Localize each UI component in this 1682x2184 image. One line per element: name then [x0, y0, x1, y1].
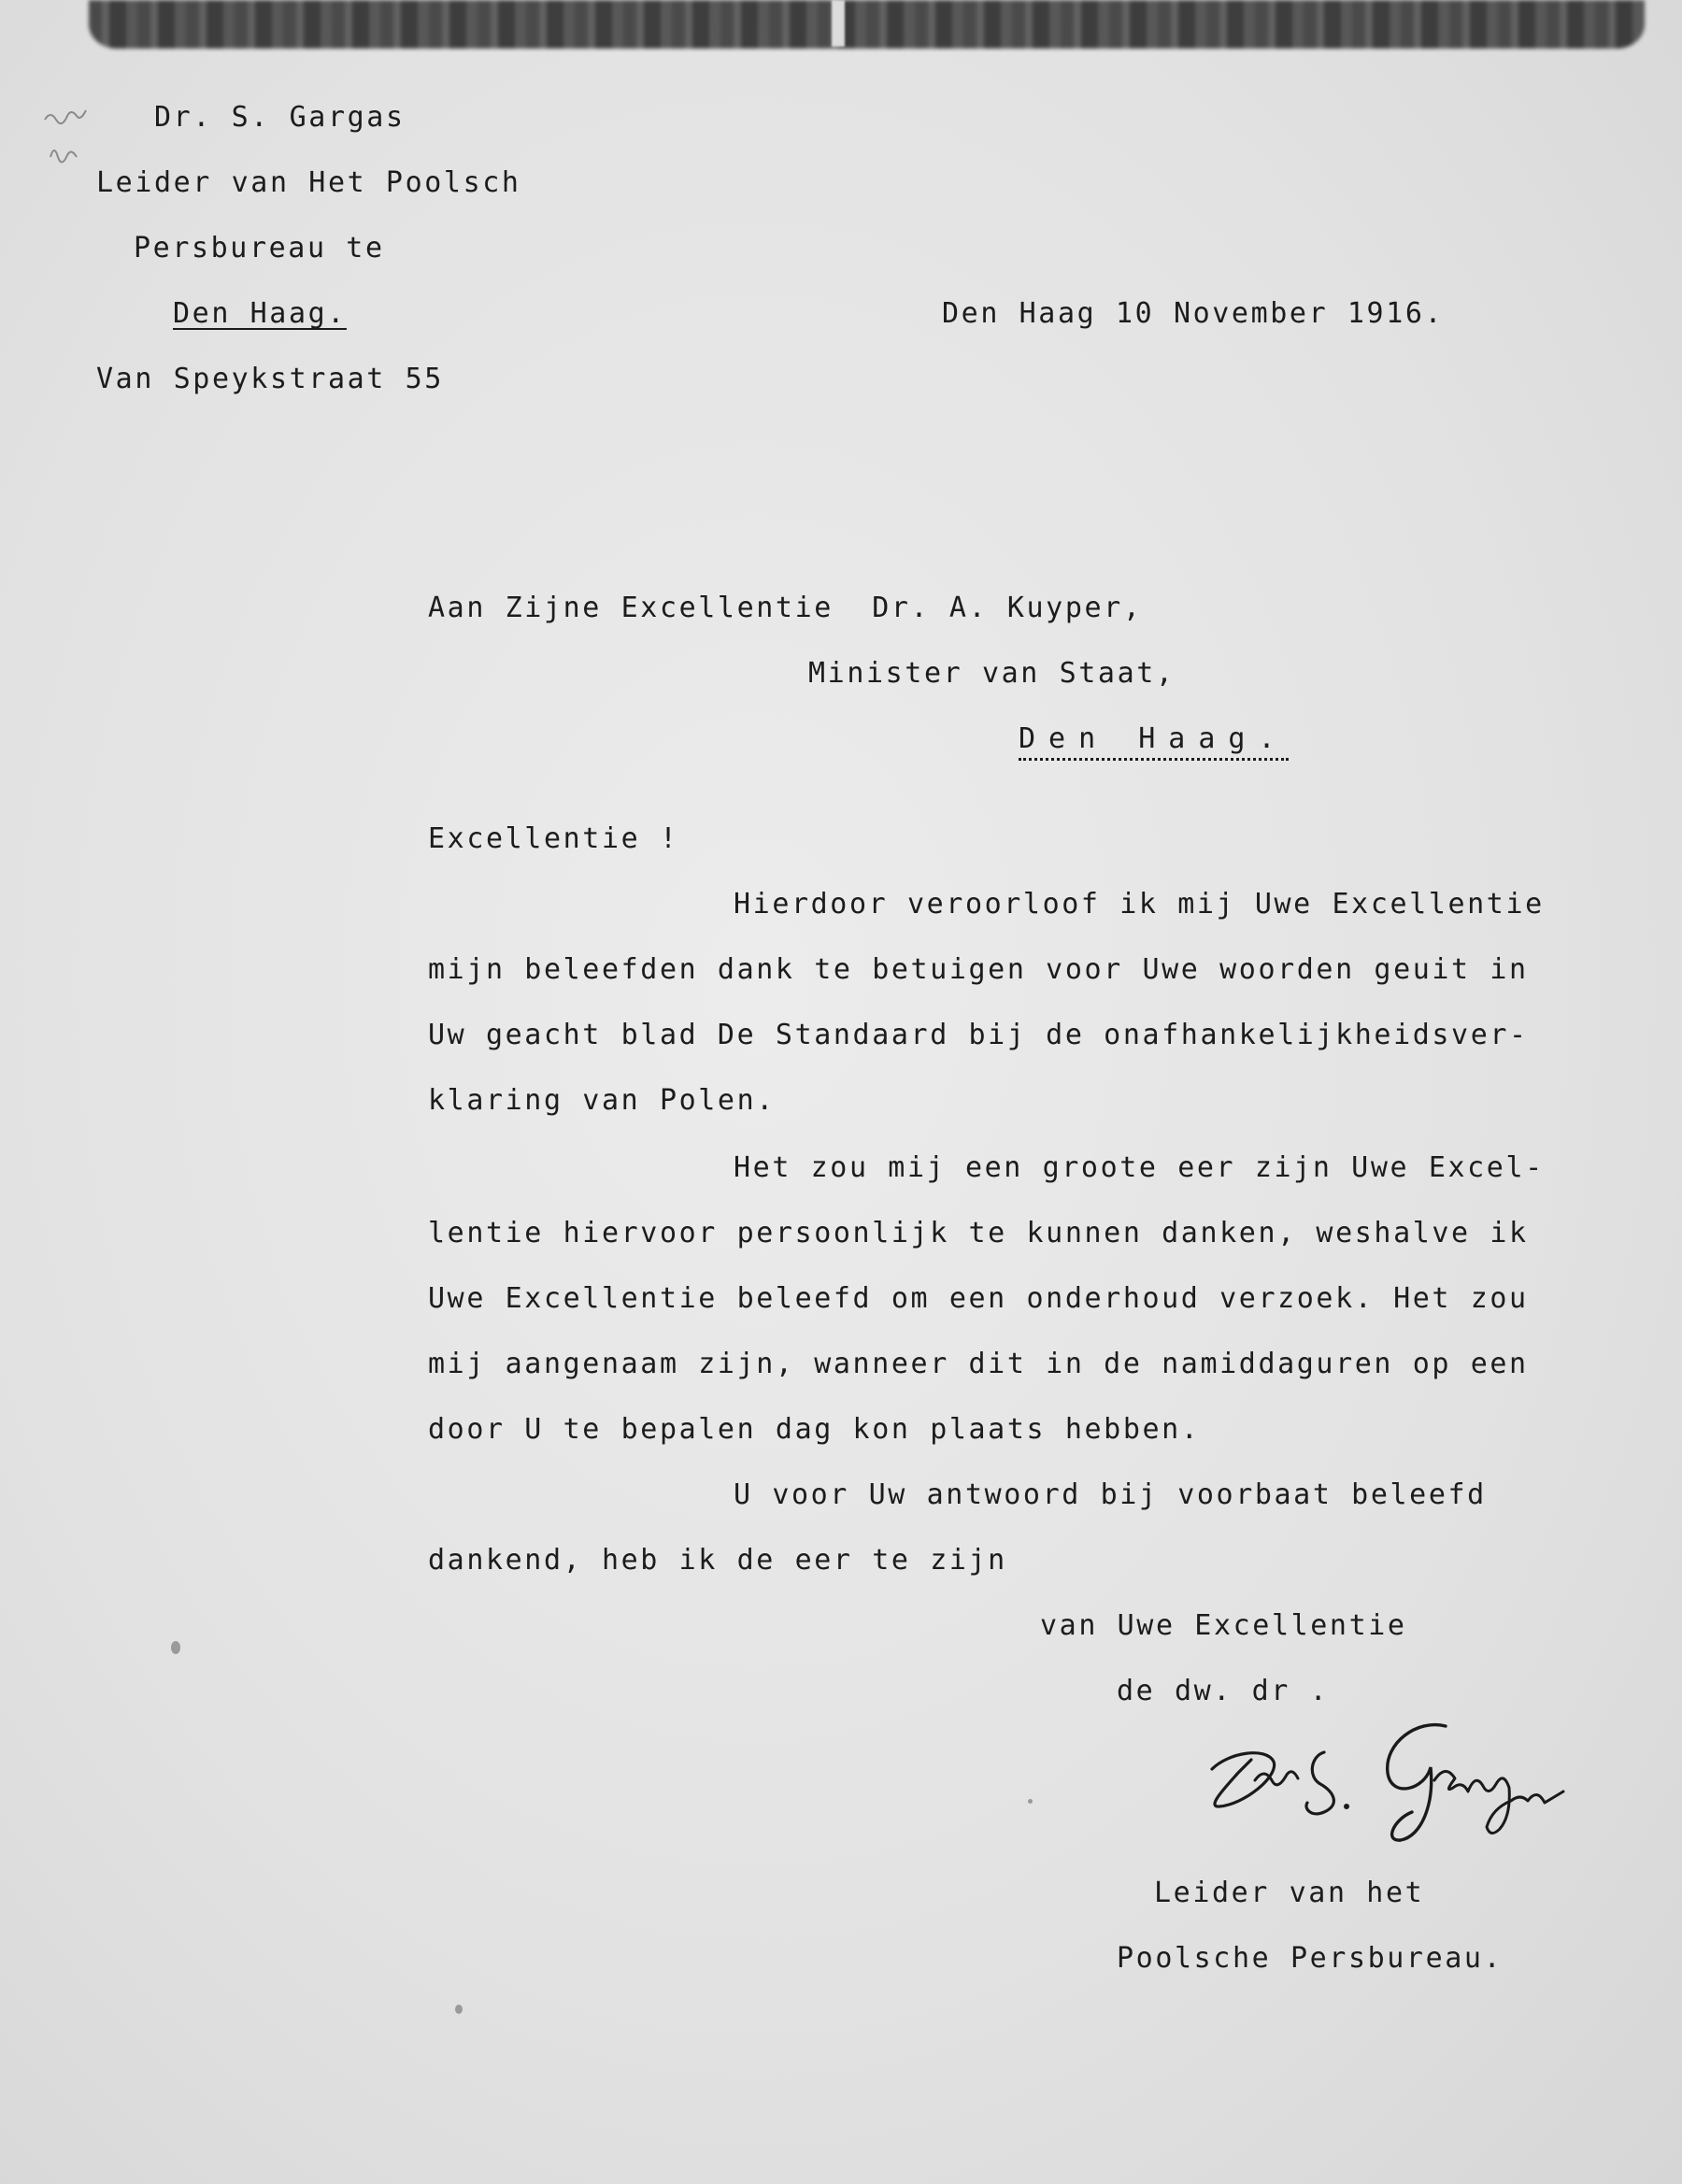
body-line: Uwe Excellentie beleefd om een onderhoud verzoek. Het zou	[428, 1282, 1529, 1315]
scan-edge-band	[89, 0, 1645, 49]
date-line: Den Haag 10 November 1916.	[942, 297, 1445, 330]
body-line: dankend, heb ik de eer te zijn	[428, 1544, 1007, 1577]
recipient-line1: Aan Zijne Excellentie Dr. A. Kuyper,	[428, 592, 1143, 624]
salutation: Excellentie !	[428, 822, 679, 855]
closing-role-line1: Leider van het	[1154, 1877, 1425, 1909]
closing-role-line2: Poolsche Persbureau.	[1117, 1942, 1504, 1975]
body-line: Het zou mij een groote eer zijn Uwe Excel-	[734, 1151, 1545, 1184]
body-line: klaring van Polen.	[428, 1084, 776, 1117]
recipient-line2: Minister van Staat,	[808, 657, 1176, 690]
letterhead-title-line2: Persbureau te	[134, 232, 385, 264]
body-line: lentie hiervoor persoonlijk te kunnen danken, weshalve ik	[428, 1217, 1529, 1249]
scan-speck	[1028, 1799, 1033, 1804]
letterhead-street: Van Speykstraat 55	[96, 363, 444, 395]
closing-line2: de dw. dr .	[1117, 1675, 1330, 1707]
body-line: door U te bepalen dag kon plaats hebben.	[428, 1413, 1201, 1446]
letterhead-title-line1: Leider van Het Poolsch	[96, 166, 521, 199]
handwritten-signature	[1201, 1715, 1640, 1855]
body-line: mijn beleefden dank te betuigen voor Uwe woorden geuit in	[428, 953, 1529, 986]
closing-line1: van Uwe Excellentie	[1040, 1609, 1407, 1642]
letterhead-city: Den Haag.	[173, 297, 347, 330]
body-line: mij aangenaam zijn, wanneer dit in de namiddaguren op een	[428, 1348, 1529, 1380]
body-line: Uw geacht blad De Standaard bij de onafhankelijkheidsver-	[428, 1019, 1529, 1051]
pencil-margin-note	[37, 103, 93, 178]
letterhead-name: Dr. S. Gargas	[154, 101, 406, 134]
recipient-line3: Den Haag.	[1019, 722, 1289, 761]
scan-edge-gap	[832, 0, 845, 47]
body-line: Hierdoor veroorloof ik mij Uwe Excellentie	[734, 888, 1545, 921]
scan-speck	[455, 2005, 463, 2014]
scan-speck	[171, 1641, 180, 1654]
body-line: U voor Uw antwoord bij voorbaat beleefd	[734, 1478, 1487, 1511]
